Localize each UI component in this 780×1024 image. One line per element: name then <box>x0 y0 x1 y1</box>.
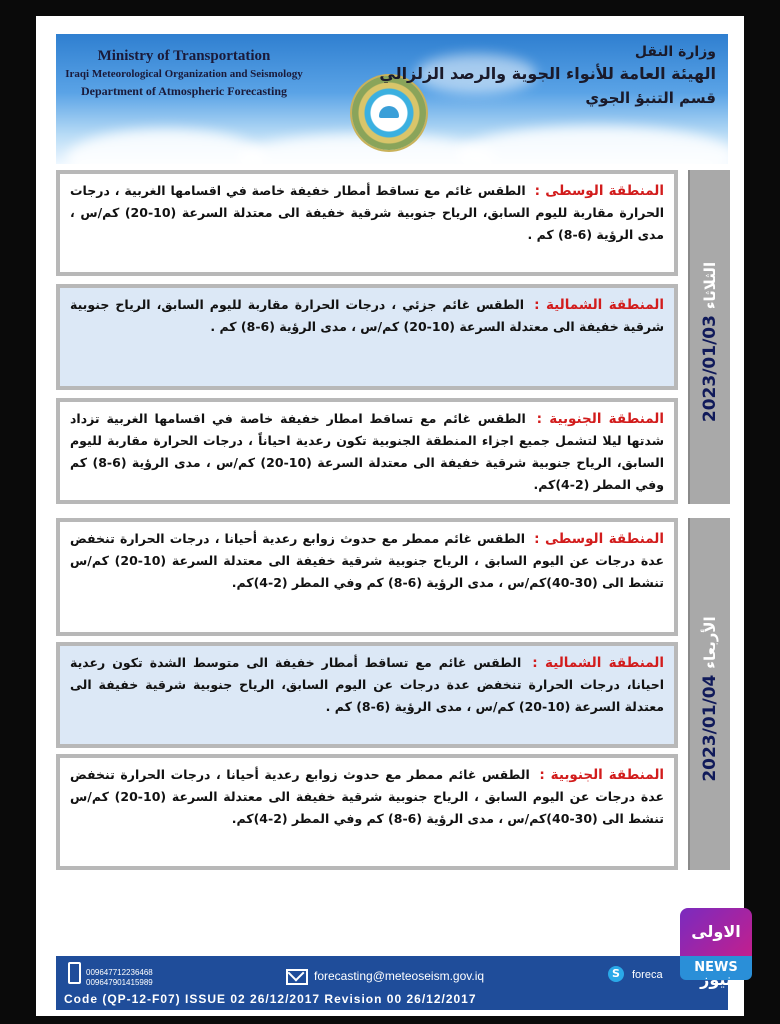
forecast-text: الطقس غائم مع تساقط أمطار خفيفة خاصة في اقسامها الغربية ، درجات الحرارة مقاربة لليوم السابق، الرياح جنوبية شرقية خفيفة الى معتدلة السرعة (10-20) كم/س ، مدى الرؤية (6-8) كم . <box>70 183 664 242</box>
mail-icon <box>286 969 308 985</box>
header-english <box>64 48 304 99</box>
phone-number: 009647712236468 <box>86 968 153 977</box>
cloud-icon <box>379 106 399 118</box>
ministry-name-ar: وزارة النقل <box>634 44 716 60</box>
region-label: المنطقة الوسطى : <box>534 183 664 199</box>
forecast-text: الطقس غائم مع تساقط أمطار خفيفة الى متوسط الشدة تكون رعدية احيانا، درجات الحرارة تنخفض عدة درجات عن اليوم السابق، الرياح جنوبية شرقية خفيفة الى معتدلة السرعة (10-20) كم/س ، مدى الرؤية (6-8) كم . <box>70 655 664 714</box>
skype-handle: foreca <box>632 969 663 981</box>
phone-icon <box>68 962 81 984</box>
forecast-central <box>56 170 678 276</box>
day-name: الثلاثاء <box>701 261 719 310</box>
forecast-northern <box>56 642 678 748</box>
footer-bar <box>56 956 728 1010</box>
region-label: المنطقة الجنوبية : <box>536 411 664 427</box>
header-arabic <box>379 44 716 107</box>
forecast-central <box>56 518 678 636</box>
region-label: المنطقة الجنوبية : <box>539 767 665 783</box>
forecast-northern <box>56 284 678 390</box>
news-watermark-logo <box>680 908 752 982</box>
skype-icon: S <box>608 966 624 982</box>
forecast-text: الطقس غائم ممطر مع حدوث زوابع رعدية أحيانا ، درجات الحرارة تنخفض عدة درجات عن اليوم السابق ، الرياح جنوبية شرقية خفيفة الى معتدلة السرعة (10-20) كم/س تنشط الى (30-40)كم/س ، مدى الرؤية (6-8) كم وفي المطر (2-4)كم. <box>70 531 664 590</box>
header-banner <box>56 34 728 164</box>
date-label: 2023/01/03 <box>700 315 720 423</box>
region-label: المنطقة الشمالية : <box>534 297 665 313</box>
department-name-en: Department of Atmospheric Forecasting <box>80 84 288 98</box>
watermark-top: الاولى <box>680 908 752 956</box>
region-label: المنطقة الشمالية : <box>532 655 664 671</box>
forecast-southern <box>56 398 678 504</box>
date-sidebar <box>688 170 730 504</box>
region-label: المنطقة الوسطى : <box>534 531 665 547</box>
phone-numbers <box>86 968 153 988</box>
day-forecast-group <box>56 518 730 870</box>
forecast-text: الطقس غائم جزئي ، درجات الحرارة مقاربة لليوم السابق، الرياح جنوبية شرقية خفيفة الى معتدلة السرعة (10-20) كم/س ، مدى الرؤية (6-8) كم . <box>70 297 664 334</box>
forecast-southern <box>56 754 678 870</box>
document-code: Code (QP-12-F07) ISSUE 02 26/12/2017 Revision 00 26/12/2017 <box>64 992 477 1006</box>
phone-number: 009647901415989 <box>86 978 153 987</box>
day-forecast-group <box>56 170 730 504</box>
day-name: الأربعاء <box>701 616 719 669</box>
department-name-ar: قسم التنبؤ الجوي <box>585 89 716 107</box>
bulletin-page <box>36 16 744 1016</box>
email-address[interactable]: forecasting@meteoseism.gov.iq <box>314 969 485 983</box>
watermark-bottom: NEWS <box>680 956 752 980</box>
date-label: 2023/01/04 <box>700 674 720 782</box>
forecast-text: الطقس غائم مع تساقط امطار خفيفة خاصة في اقسامها الغربية تزداد شدتها ليلا لتشمل جميع اجزاء المنطقة الجنوبية تكون رعدية احياناً ، درجات الحرارة مقاربة لليوم السابق، الرياح جنوبية شرقية خفيفة الى معتدلة السرعة (10-20) كم/س ، مدى الرؤية (6-8) كم وفي المطر (2-4)كم. <box>70 411 664 492</box>
organization-name-en: Iraqi Meteorological Organization and Seismology <box>65 68 303 80</box>
organization-name-ar: الهيئة العامة للأنواء الجوية والرصد الزلزالي <box>379 64 716 83</box>
date-sidebar <box>688 518 730 870</box>
ministry-name-en: Ministry of Transportation <box>97 48 271 64</box>
forecast-text: الطقس غائم ممطر مع حدوث زوابع رعدية أحيانا ، درجات الحرارة تنخفض عدة درجات عن اليوم السابق ، الرياح جنوبية شرقية خفيفة الى معتدلة السرعة (10-20) كم/س تنشط الى (30-40)كم/س ، مدى الرؤية (6-8) كم وفي المطر (2-4)كم. <box>70 767 664 826</box>
